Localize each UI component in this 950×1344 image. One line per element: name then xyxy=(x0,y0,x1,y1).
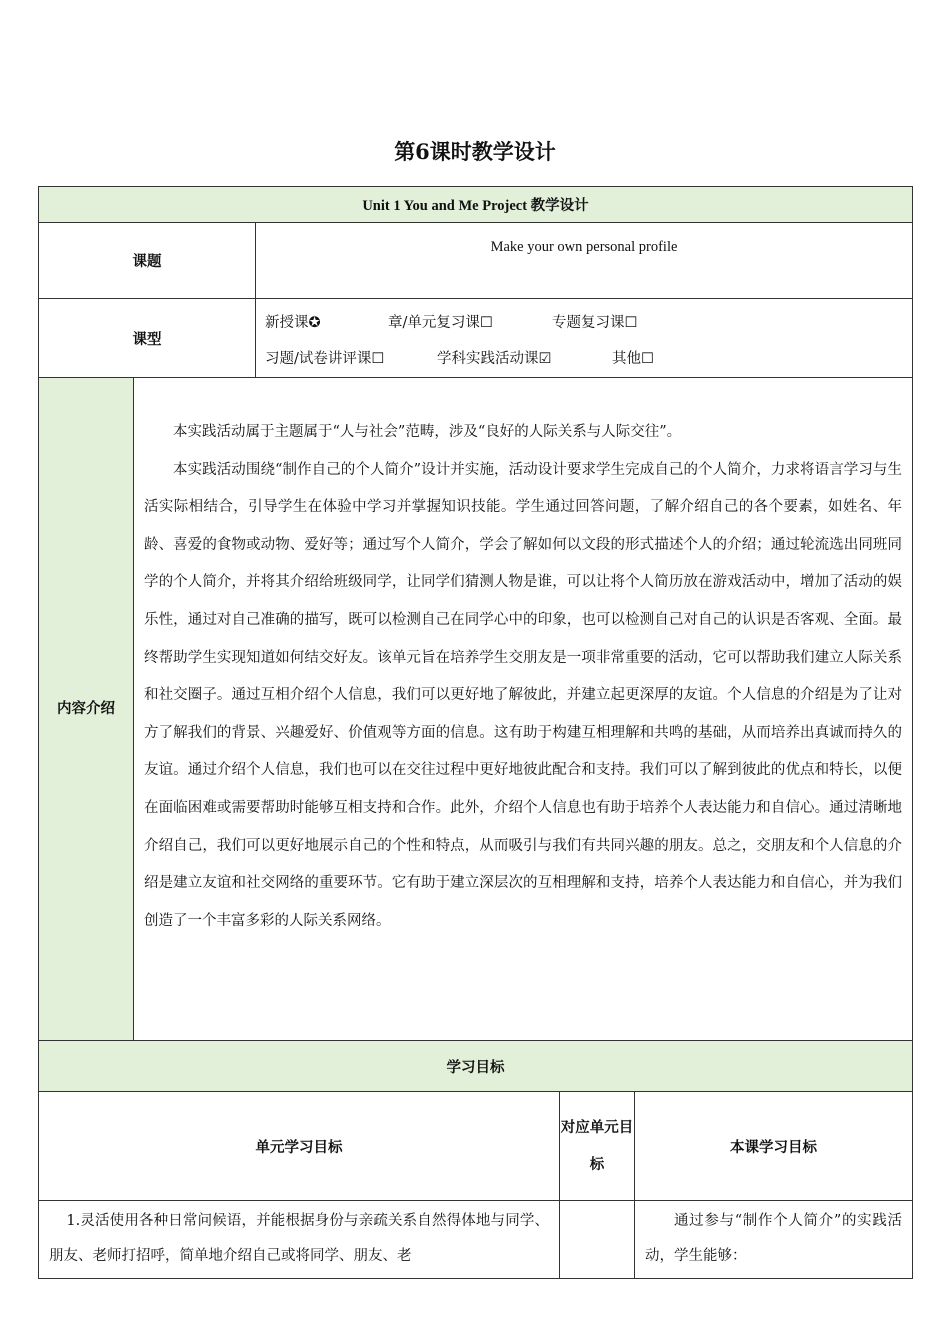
option-exercise-review[interactable]: 习题/试卷讲评课☐ xyxy=(265,351,385,367)
option-unit-review[interactable]: 章/单元复习课☐ xyxy=(388,315,493,331)
col-matching-goals: 对应单元目标 xyxy=(560,1092,635,1201)
content-text xyxy=(134,378,913,1041)
content-paragraph: 本实践活动属于主题属于“人与社会”范畴，涉及“良好的人际关系与人际交往”。 xyxy=(173,424,682,440)
goals-header: 学习目标 xyxy=(39,1041,913,1092)
lesson-goal-1 xyxy=(635,1201,913,1279)
content-label: 内容介绍 xyxy=(39,378,134,1041)
match-goal-1 xyxy=(560,1201,635,1279)
page-title: 第6课时教学设计 xyxy=(394,139,556,164)
content-paragraph: 本实践活动围绕“制作自己的个人简介”设计并实施，活动设计要求学生完成自己的个人简介，力求将语言学习与生活实际相结合，引导学生在体验中学习并掌握知识技能。学生通过回答问题，了解介绍自己的各个要素，如姓名、年龄、喜爱的食物或动物、爱好等；通过写个人简介，学会了解如何以文段的形式描述个人的介绍；通过轮流选出同班同学的个人简介，并将其介绍给班级同学，让同学们猜测人物是谁，可以让将个人简历放在游戏活动中，增加了活动的娱乐性，通过对自己准确的描写，既可以检测自己在同学心中的印象，也可以检测自己对自己的认识是否客观、全面。最终帮助学生实现知道如何结交好友。该单元旨在培养学生交朋友是一项非常重要的活动，它可以帮助我们建立人际关系和社交圈子。通过互相介绍个人信息，我们可以更好地了解彼此，并建立起更深厚的友谊。个人信息的介绍是为了让对方了解我们的背景、兴趣爱好、价值观等方面的信息。这有助于构建互相理解和共鸣的基础，从而培养出真诚而持久的友谊。通过介绍个人信息，我们也可以在交往过程中更好地彼此配合和支持。我们可以了解到彼此的优点和特长，以便在面临困难或需要帮助时能够互相支持和合作。此外，介绍个人信息也有助于培养个人表达能力和自信心。通过清晰地介绍自己，我们可以更好地展示自己的个性和特点，从而吸引与我们有共同兴趣的朋友。总之，交朋友和个人信息的介绍是建立友谊和社交网络的重要环节。它有助于建立深层次的互相理解和支持，培养个人表达能力和自信心，并为我们创造了一个丰富多彩的人际关系网络。 xyxy=(144,461,902,929)
option-practice-activity[interactable]: 学科实践活动课☑ xyxy=(437,351,552,367)
col-unit-goals: 单元学习目标 xyxy=(39,1092,560,1201)
option-topic-review[interactable]: 专题复习课☐ xyxy=(552,315,638,331)
lesson-plan-table xyxy=(38,186,913,1279)
lesson-type-options xyxy=(256,299,913,378)
col-lesson-goals: 本课学习目标 xyxy=(635,1092,913,1201)
topic-label: 课题 xyxy=(39,223,256,299)
lesson-type-label: 课型 xyxy=(39,299,256,378)
unit-goal-1-text: 1.灵活使用各种日常问候语，并能根据身份与亲疏关系自然得体地与同学、朋友、老师打招呼，简单地介绍自己或将同学、朋友、老 xyxy=(49,1213,549,1264)
lesson-type-row-1 xyxy=(265,305,912,341)
topic-value: Make your own personal profile xyxy=(256,223,913,299)
lesson-goal-1-text: 通过参与“制作个人简介”的实践活动，学生能够： xyxy=(645,1213,902,1264)
unit-header: Unit 1 You and Me Project 教学设计 xyxy=(39,187,913,223)
lesson-type-row-2 xyxy=(265,341,912,377)
option-new-lesson[interactable]: 新授课✪ xyxy=(265,315,321,331)
unit-goal-1 xyxy=(39,1201,560,1279)
option-other[interactable]: 其他☐ xyxy=(612,351,654,367)
